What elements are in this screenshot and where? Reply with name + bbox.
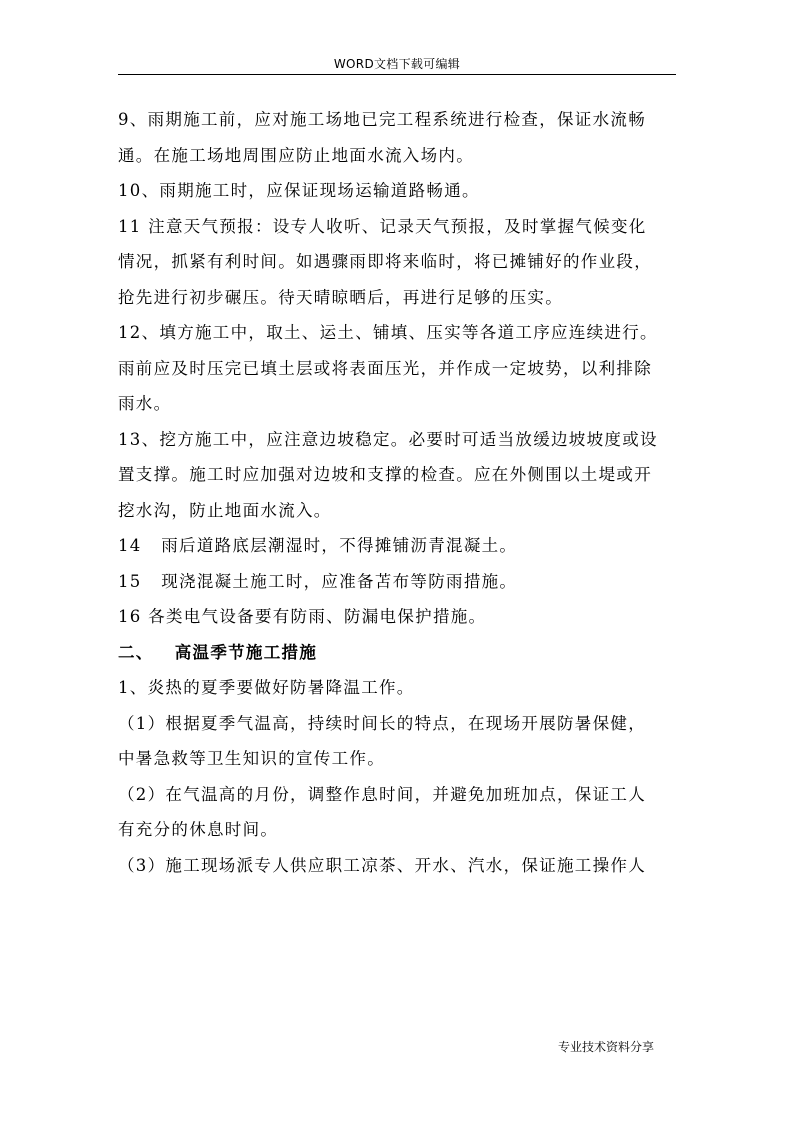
- body-line-5: 情况，抓紧有利时间。如遇骤雨即将来临时，将已摊铺好的作业段，: [118, 252, 652, 271]
- body-line-8: 雨前应及时压完已填土层或将表面压光，并作成一定坡势，以利排除: [118, 358, 652, 378]
- body-line-10: 13、挖方施工中，应注意边坡稳定。必要时可适当放缓边坡坡度或设: [118, 429, 658, 449]
- header-rule: [118, 74, 676, 75]
- body-line-9: 雨水。: [118, 394, 172, 413]
- body-line-17: 1、炎热的夏季要做好防暑降温工作。: [118, 678, 415, 697]
- page-footer: 专业技术资料分享: [558, 1040, 655, 1054]
- header-title: WORD文档下载可编辑: [333, 57, 461, 71]
- body-line-3: 10、雨期施工时，应保证现场运输道路畅通。: [118, 181, 480, 200]
- document-body: [118, 102, 678, 883]
- body-line-20: （2）在气温高的月份，调整作息时间，并避免加班加点，保证工人: [118, 784, 646, 804]
- body-line-22: （3）施工现场派专人供应职工凉茶、开水、汽水，保证施工操作人: [118, 855, 646, 875]
- body-line-21: 有充分的休息时间。: [118, 820, 279, 839]
- body-line-18: （1）根据夏季气温高，持续时间长的特点，在现场开展防暑保健，: [118, 713, 646, 733]
- body-line-11: 置支撑。施工时应加强对边坡和支撑的检查。应在外侧围以土堤或开: [118, 465, 652, 484]
- body-line-15: 16 各类电气设备要有防雨、防漏电保护措施。: [118, 607, 487, 626]
- section-heading: 二、 高温季节施工措施: [118, 642, 318, 662]
- body-line-7: 12、填方施工中，取土、运土、铺填、压实等各道工序应连续进行。: [118, 323, 658, 342]
- page-header: [118, 0, 676, 75]
- body-line-1: 9、雨期施工前，应对施工场地已完工程系统进行检查，保证水流畅: [118, 110, 646, 129]
- body-line-2: 通。在施工场地周围应防止地面水流入场内。: [118, 145, 474, 165]
- body-line-14: 15 现浇混凝土施工时，应准备苫布等防雨措施。: [118, 571, 518, 591]
- body-line-19: 中暑急救等卫生知识的宣传工作。: [118, 749, 385, 768]
- body-line-4: 11 注意天气预报：设专人收听、记录天气预报，及时掌握气候变化: [118, 216, 647, 236]
- body-line-6: 抢先进行初步碾压。待天晴晾晒后，再进行足够的压实。: [118, 287, 563, 307]
- body-line-13: 14 雨后道路底层潮湿时，不得摊铺沥青混凝土。: [118, 536, 518, 555]
- body-line-12: 挖水沟，防止地面水流入。: [118, 500, 332, 520]
